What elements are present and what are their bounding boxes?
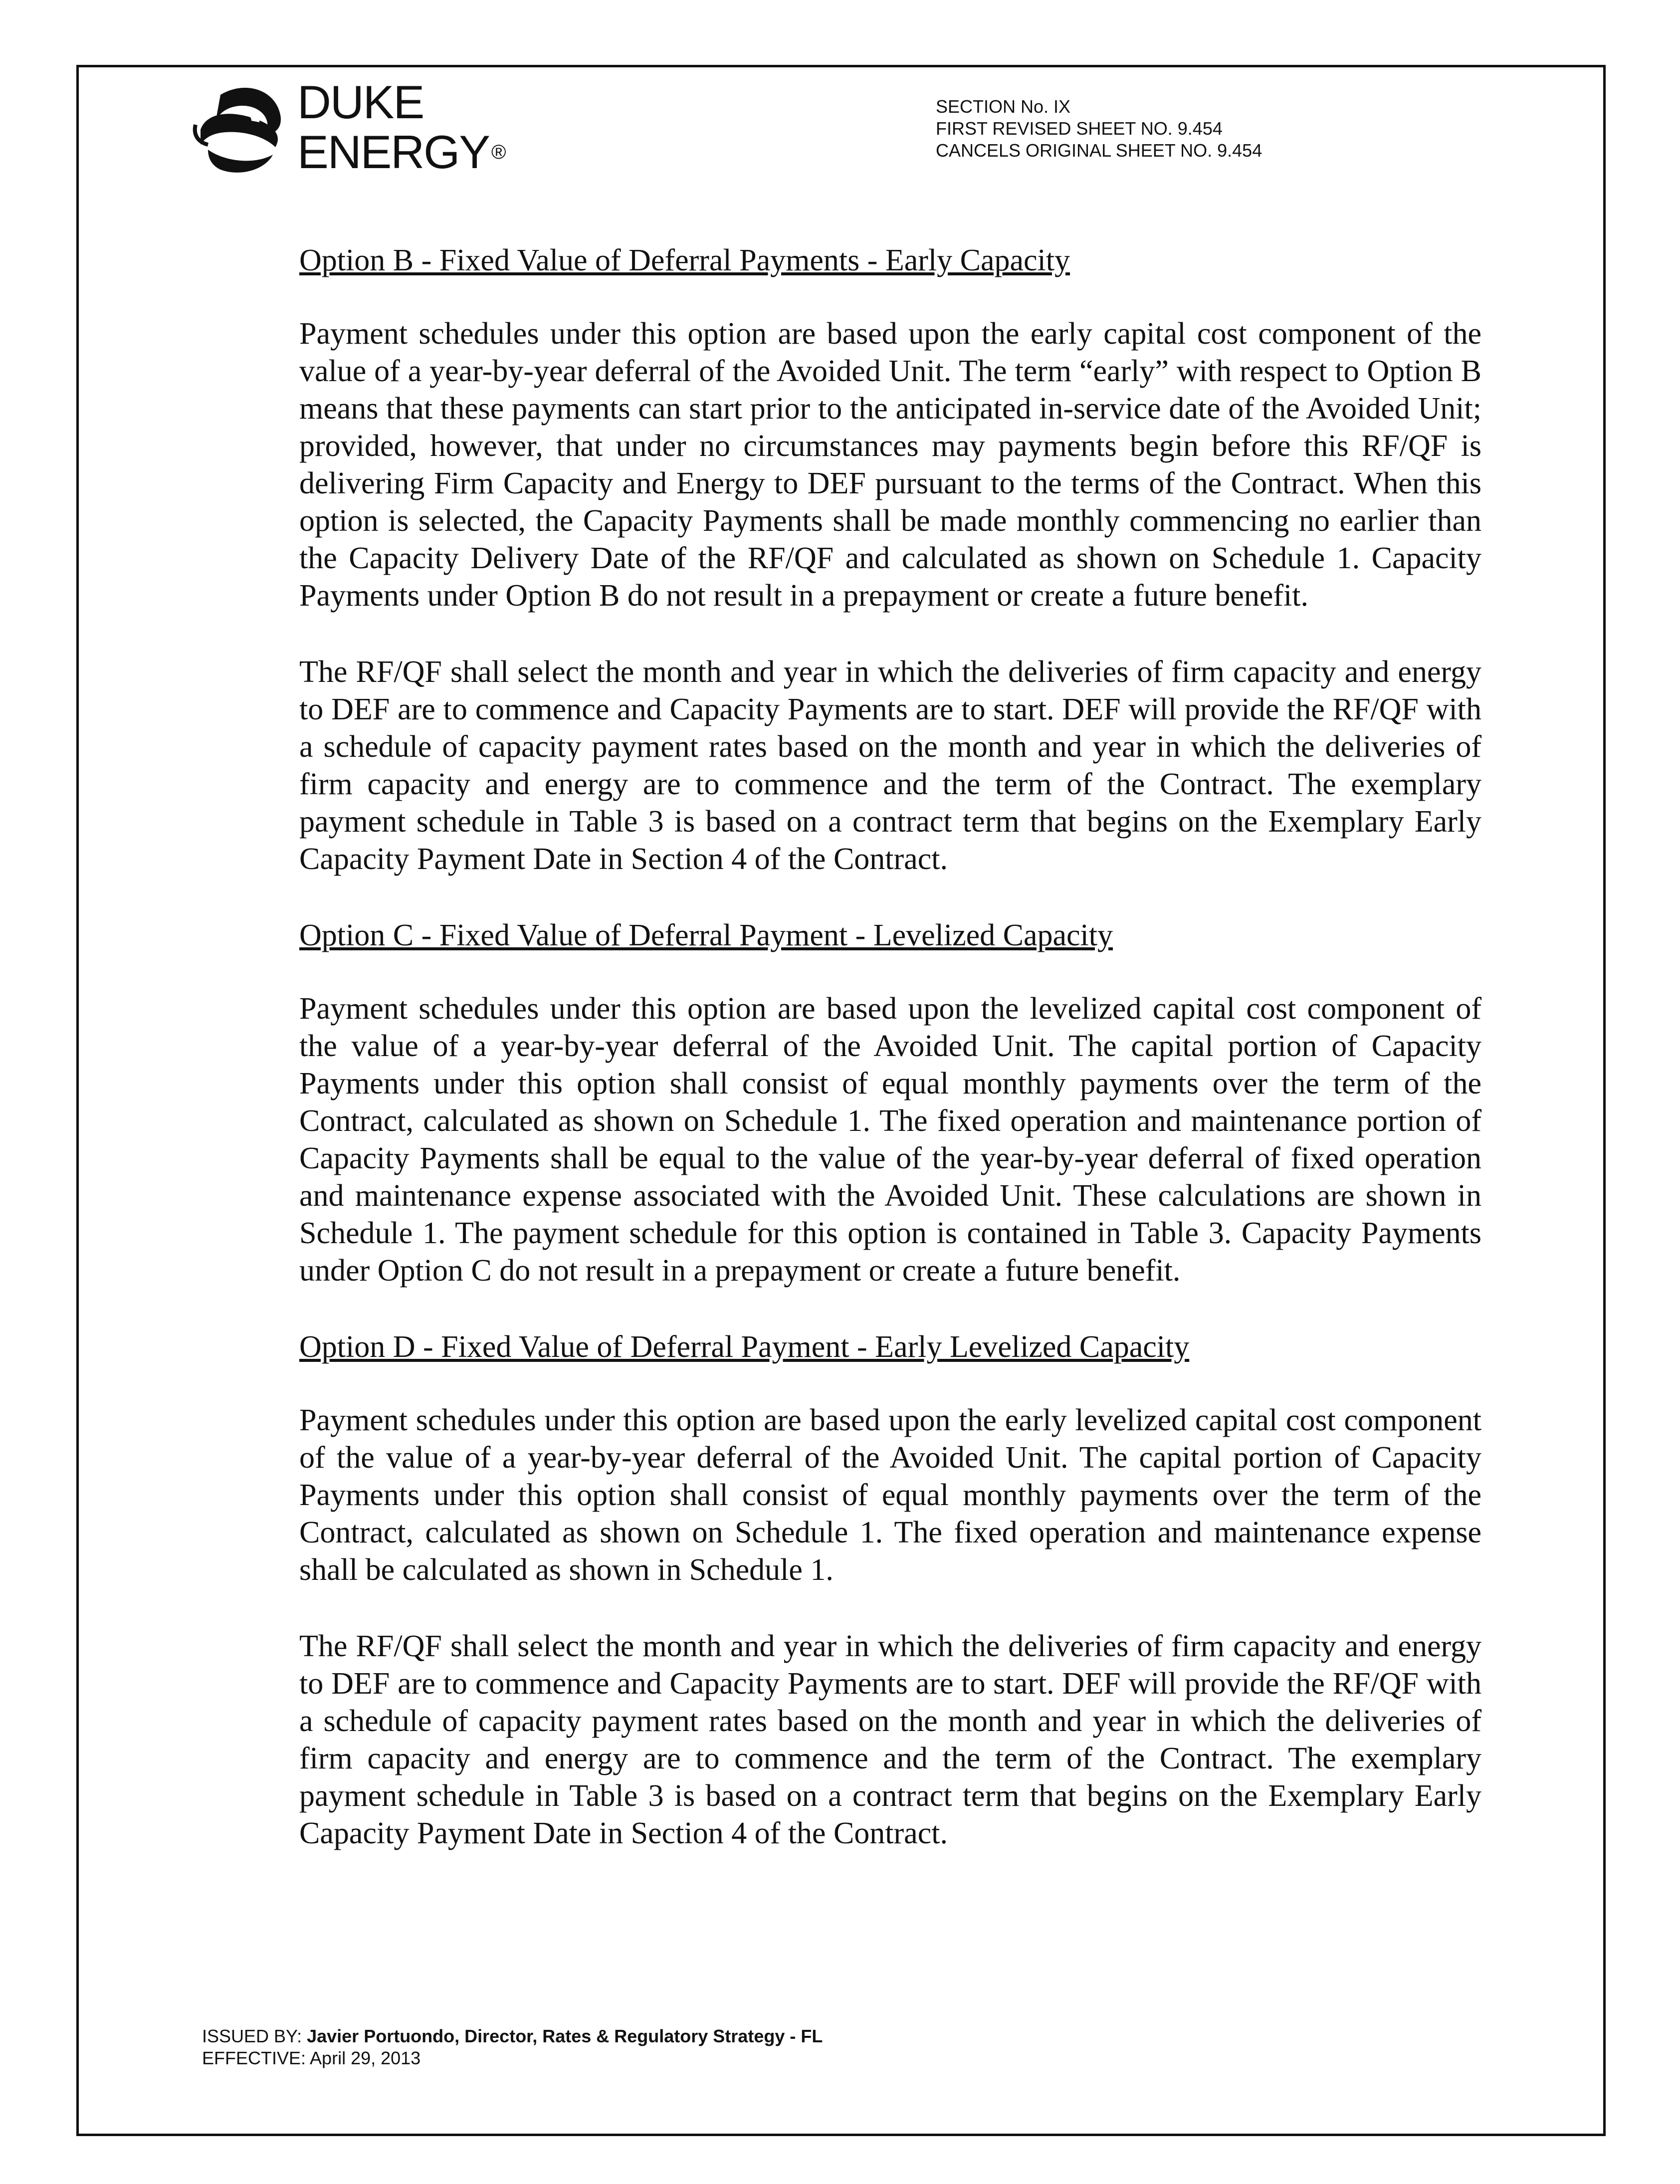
sheet-header — [936, 96, 1262, 162]
option-d-paragraph-2: The RF/QF shall select the month and year in which the deliveries of firm capacity and energy to DEF are to commence and Capacity Payments are to start. DEF will provide the RF/QF with a schedule of capacity payment rates based on the month and year in which the deliveries of firm capacity and energy are to commence and the term of the Contract. The exemplary payment schedule in Table 3 is based on a contract term that begins on the Exemplary Early Capacity Payment Date in Section 4 of the Contract. — [299, 1629, 1481, 1850]
registered-mark: ® — [491, 141, 505, 163]
option-c-heading: Option C - Fixed Value of Deferral Payment - Levelized Capacity — [299, 918, 1113, 952]
issued-by-value: Javier Portuondo, Director, Rates & Regulatory Strategy - FL — [307, 2026, 823, 2046]
option-b-paragraph-1: Payment schedules under this option are based upon the early capital cost component of the value of a year-by-year deferral of the Avoided Unit. The term “early” with respect to Option B means that these payments can start prior to the anticipated in-service date of the Avoided Unit; provided, however, that under no circumstances may payments begin before this RF/QF is delivering Firm Capacity and Energy to DEF pursuant to the terms of the Contract. When this option is selected, the Capacity Payments shall be made monthly commencing no earlier than the Capacity Delivery Date of the RF/QF and calculated as shown on Schedule 1. Capacity Payments under Option B do not result in a prepayment or create a future benefit. — [299, 317, 1481, 613]
company-logo — [186, 75, 505, 180]
option-b-heading: Option B - Fixed Value of Deferral Payments - Early Capacity — [299, 243, 1070, 277]
section-number: SECTION No. IX — [936, 96, 1071, 117]
option-b-paragraph-2: The RF/QF shall select the month and year in which the deliveries of firm capacity and energy to DEF are to commence and Capacity Payments are to start. DEF will provide the RF/QF with a schedule of capacity payment rates based on the month and year in which the deliveries of firm capacity and energy are to commence and the term of the Contract. The exemplary payment schedule in Table 3 is based on a contract term that begins on the Exemplary Early Capacity Payment Date in Section 4 of the Contract. — [299, 655, 1481, 876]
sheet-number: FIRST REVISED SHEET NO. 9.454 — [936, 118, 1223, 139]
option-c-paragraph-1: Payment schedules under this option are based upon the levelized capital cost component of the value of a year-by-year deferral of the Avoided Unit. The capital portion of Capacity Payments under this option shall consist of equal monthly payments over the term of the Contract, calculated as shown on Schedule 1. The fixed operation and maintenance portion of Capacity Payments shall be equal to the value of the year-by-year deferral of fixed operation and maintenance expense associated with the Avoided Unit. These calculations are shown in Schedule 1. The payment schedule for this option is contained in Table 3. Capacity Payments under Option C do not result in a prepayment or create a future benefit. — [299, 992, 1481, 1288]
effective-date: April 29, 2013 — [310, 2048, 421, 2068]
duke-energy-logo-icon — [186, 75, 295, 180]
option-d-paragraph-1: Payment schedules under this option are based upon the early levelized capital cost component of the value of a year-by-year deferral of the Avoided Unit. The capital portion of Capacity Payments under this option shall consist of equal monthly payments over the term of the Contract, calculated as shown on Schedule 1. The fixed operation and maintenance expense shall be calculated as shown in Schedule 1. — [299, 1403, 1481, 1587]
cancels-sheet: CANCELS ORIGINAL SHEET NO. 9.454 — [936, 140, 1262, 161]
logo-line-energy: ENERGY — [297, 126, 489, 178]
logo-line-duke: DUKE — [297, 76, 424, 128]
issued-by-label: ISSUED BY: — [202, 2026, 302, 2046]
document-body — [299, 242, 1481, 1891]
issuance-footer — [202, 2025, 823, 2069]
option-d-heading: Option D - Fixed Value of Deferral Payment - Early Levelized Capacity — [299, 1330, 1190, 1364]
effective-label: EFFECTIVE: — [202, 2048, 306, 2068]
